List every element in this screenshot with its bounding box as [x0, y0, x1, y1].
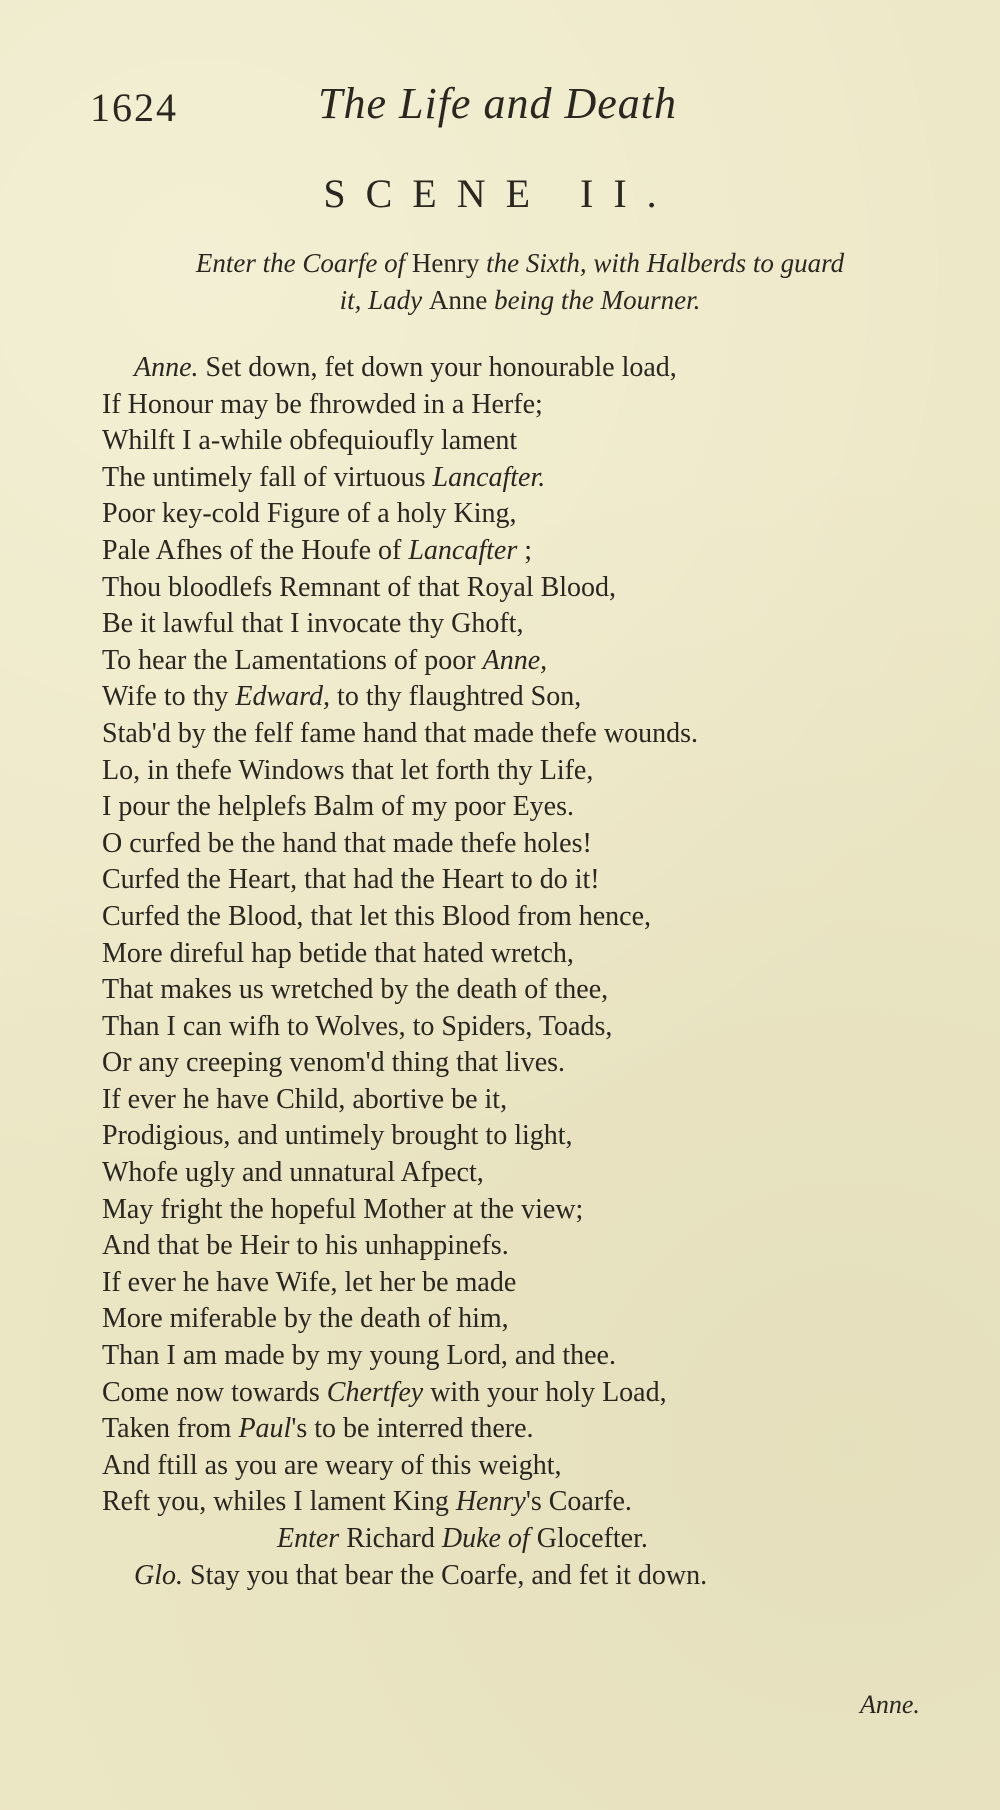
verse-name: Anne,: [482, 644, 548, 676]
verse-text: Taken from: [102, 1413, 239, 1445]
opening-stage-direction: [100, 245, 940, 319]
verse-line: More direful hap betide that hated wretch,: [102, 937, 574, 969]
verse-line: Or any creeping venom'd thing that lives.: [102, 1047, 566, 1079]
verse-text: Pale Afhes of the Houfe of: [102, 534, 409, 566]
verse-line: That makes us wretched by the death of thee,: [102, 974, 609, 1006]
enter-stage-direction: [102, 1521, 962, 1558]
stage-direction-text: Enter the Coarfe of: [195, 248, 412, 278]
verse-text: Set down, fet down your honourable load,: [198, 352, 677, 383]
verse-line: [102, 679, 962, 716]
verse-line: If ever he have Child, abortive be it,: [102, 1083, 508, 1115]
verse-line: If ever he have Wife, let her be made: [102, 1266, 517, 1298]
verse-line: Lo, in thefe Windows that let forth thy Life,: [102, 754, 594, 786]
verse-line: [102, 1375, 962, 1412]
verse-line: May fright the hopeful Mother at the view;: [102, 1193, 584, 1225]
stage-direction-name: Henry: [411, 248, 480, 278]
verse-name: Lancafter.: [432, 461, 546, 493]
verse-line: Whilft I a-while obfequioufly lament: [102, 425, 518, 457]
stage-direction-name: Anne: [428, 285, 488, 315]
verse-line: Than I can wifh to Wolves, to Spiders, Toads,: [102, 1010, 613, 1042]
stage-direction-line-1: [100, 245, 940, 282]
verse-line: O curfed be the hand that made thefe holes!: [102, 827, 592, 859]
verse-text: 's to be interred there.: [291, 1413, 534, 1445]
verse-text: ;: [517, 534, 533, 566]
verse-line: More miferable by the death of him,: [102, 1303, 509, 1335]
verse-line: Than I am made by my young Lord, and thee.: [102, 1340, 616, 1372]
verse-line: Thou bloodlefs Remnant of that Royal Blood,: [102, 571, 617, 603]
scene-heading: SCENE II.: [323, 171, 677, 216]
verse-line: [102, 533, 962, 570]
stage-direction-name: Glocefter.: [529, 1523, 648, 1554]
verse-line: And ftill as you are weary of this weight,: [102, 1449, 562, 1481]
verse-name: Chertfey: [326, 1376, 424, 1408]
stage-direction-text: Enter: [277, 1523, 340, 1554]
verse-text: To hear the Lamentations of poor: [102, 644, 483, 676]
verse-text: Wife to thy: [102, 681, 236, 713]
verse-line: Prodigious, and untimely brought to light,: [102, 1120, 573, 1152]
running-title: The Life and Death: [318, 79, 677, 128]
verse-line: And that be Heir to his unhappinefs.: [102, 1230, 509, 1262]
verse-line: [102, 1558, 962, 1595]
verse-line: [102, 350, 962, 387]
stage-direction-text: Duke of: [441, 1523, 530, 1554]
verse-line: I pour the helplefs Balm of my poor Eyes.: [102, 791, 575, 823]
catchword: Anne.: [860, 1690, 920, 1719]
verse-block: [102, 350, 962, 1594]
verse-text: 's Coarfe.: [525, 1486, 632, 1518]
page-number: 1624: [90, 85, 178, 130]
speaker-anne: Anne.: [134, 352, 199, 383]
stage-direction-name: Richard: [339, 1523, 442, 1554]
verse-line: Curfed the Heart, that had the Heart to do it!: [102, 864, 600, 896]
verse-line: Be it lawful that I invocate thy Ghoft,: [102, 608, 524, 640]
stage-direction-text: it, Lady: [339, 285, 429, 315]
verse-line: [102, 1484, 962, 1521]
stage-direction-line-2: [100, 282, 940, 319]
verse-text: Stay you that bear the Coarfe, and fet it down.: [183, 1559, 708, 1591]
verse-line: [102, 1411, 962, 1448]
verse-line: Curfed the Blood, that let this Blood from hence,: [102, 900, 652, 932]
verse-text: to thy flaughtred Son,: [330, 681, 582, 713]
stage-direction-text: the Sixth, with Halberds to guard: [479, 248, 845, 278]
verse-line: Stab'd by the felf fame hand that made thefe wounds.: [102, 717, 698, 749]
verse-name: Henry: [455, 1486, 526, 1518]
running-head: [90, 78, 910, 138]
verse-text: Come now towards: [102, 1376, 327, 1408]
verse-line: [102, 643, 962, 680]
verse-line: [102, 460, 962, 497]
verse-line: Poor key-cold Figure of a holy King,: [102, 498, 517, 530]
verse-name: Lancafter: [408, 534, 518, 566]
verse-line: Whofe ugly and unnatural Afpect,: [102, 1157, 484, 1189]
verse-name: Paul: [238, 1413, 292, 1445]
speaker-glocester: Glo.: [134, 1559, 183, 1591]
verse-name: Edward,: [235, 681, 331, 713]
verse-line: If Honour may be fhrowded in a Herfe;: [102, 388, 543, 420]
verse-text: Reft you, whiles I lament King: [102, 1486, 456, 1518]
stage-direction-text: being the Mourner.: [487, 285, 701, 315]
verse-text: The untimely fall of virtuous: [102, 461, 433, 493]
verse-text: with your holy Load,: [423, 1376, 667, 1408]
